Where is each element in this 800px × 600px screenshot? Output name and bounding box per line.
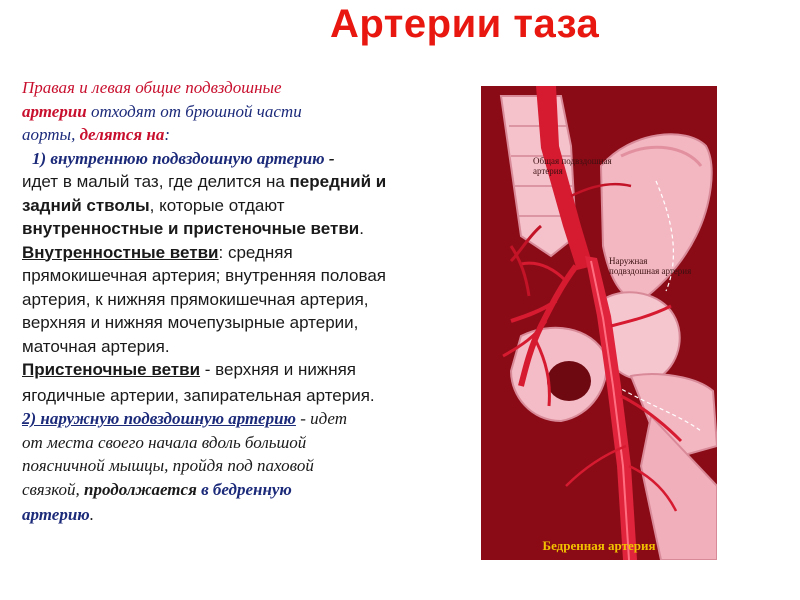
text-line-8: Внутренностные ветви: средняя	[22, 242, 293, 262]
text-line-10: артерия, к нижняя прямокишечная артерия,	[22, 289, 369, 309]
text-line-2: артерии отходят от брюшной части	[22, 101, 302, 121]
anatomy-illustration	[481, 86, 717, 560]
text-line-18: связкой, продолжается в бедренную	[22, 479, 292, 499]
page-title: Артерии таза	[330, 2, 600, 46]
label-common-iliac-artery: Общая подвздошная артерия	[533, 156, 612, 176]
text-line-14: ягодичные артерии, запирательная артерия.	[22, 385, 375, 405]
text-line-4: 1) внутреннюю подвздошную артерию -	[32, 148, 335, 168]
text-line-16: от места своего начала вдоль большой	[22, 432, 307, 452]
text-line-15: 2) наружную подвздошную артерию - идет	[22, 409, 348, 428]
text-line-7: внутренностные и пристеночные ветви.	[22, 219, 364, 238]
text-line-12: маточная артерия.	[22, 336, 170, 356]
text-line-13: Пристеночные ветви - верхняя и нижняя	[22, 360, 357, 379]
text-line-11: верхняя и нижняя мочепузырные артерии,	[22, 313, 359, 332]
text-line-17: поясничной мышцы, пройдя под паховой	[22, 456, 314, 475]
text-block	[22, 76, 462, 527]
caption-femoral-artery: Бедренная артерия	[542, 538, 656, 553]
text-line-5: идет в малый таз, где делится на передний и	[22, 172, 387, 191]
text-line-3: аорты, делятся на:	[22, 125, 171, 144]
text-line-19: артерию.	[22, 505, 94, 524]
label-external-iliac-artery: Наружная подвздошная артерия	[609, 256, 692, 276]
text-line-1: Правая и левая общие подвздошные	[22, 78, 282, 97]
text-line-6: задний стволы, которые отдают	[22, 195, 285, 215]
text-line-9: прямокишечная артерия; внутренняя половая	[22, 266, 386, 285]
